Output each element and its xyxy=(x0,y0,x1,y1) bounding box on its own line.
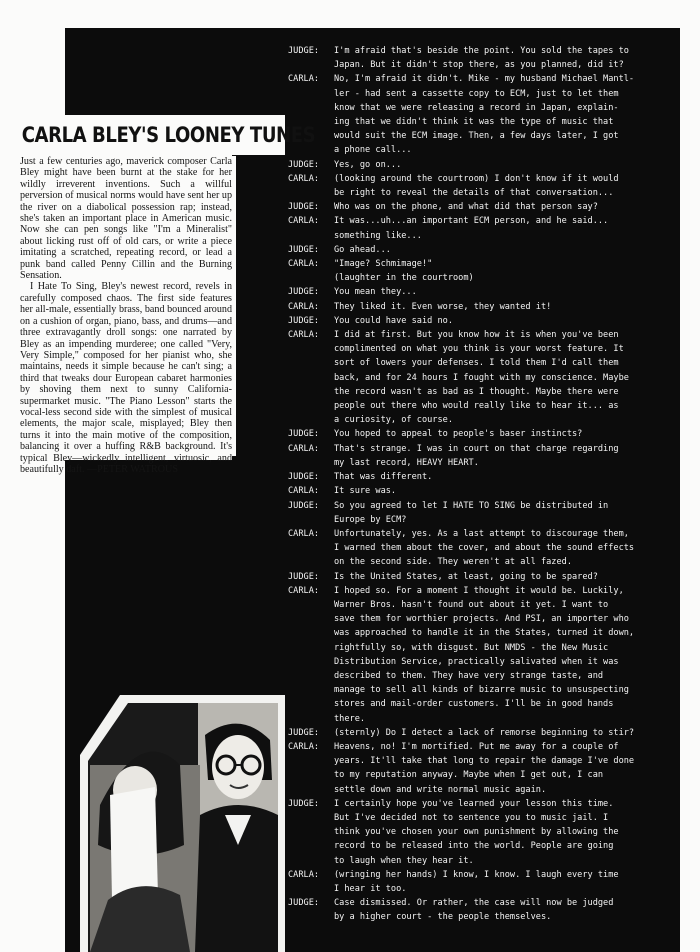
transcript-text xyxy=(334,214,678,242)
transcript-text xyxy=(334,442,678,470)
speaker-label: CARLA: xyxy=(288,301,320,312)
headline-box xyxy=(20,115,316,155)
transcript-entry xyxy=(288,427,678,441)
speaker-label: JUDGE: xyxy=(288,727,320,738)
transcript-line: Japan. But it didn't stop there, as you planned, did it? xyxy=(334,60,624,71)
transcript-text xyxy=(334,257,678,285)
transcript-line: Distribution Service, practically salivated when it was xyxy=(334,656,619,667)
transcript-text xyxy=(334,484,678,498)
transcript-text xyxy=(334,740,678,797)
transcript-entry xyxy=(288,314,678,328)
transcript-text xyxy=(334,797,678,868)
speaker-label: JUDGE: xyxy=(288,429,320,440)
transcript-line: settle down and write normal music again. xyxy=(334,784,547,795)
transcript-line: back, and for 24 hours I fought with my conscience. Maybe xyxy=(334,372,629,383)
speaker-label: CARLA: xyxy=(288,585,320,596)
speaker-label: JUDGE: xyxy=(288,898,320,909)
speaker-label: CARLA: xyxy=(288,259,320,270)
transcript-entry xyxy=(288,484,678,498)
transcript-entry xyxy=(288,584,678,726)
transcript-line: That was different. xyxy=(334,472,433,483)
transcript-line: complimented on what you think is your worst feature. It xyxy=(334,344,624,355)
speaker-label: JUDGE: xyxy=(288,202,320,213)
transcript-entry xyxy=(288,44,678,72)
transcript-text xyxy=(334,72,678,157)
transcript-line: (sternly) Do I detect a lack of remorse beginning to stir? xyxy=(334,727,635,738)
transcript-text xyxy=(334,470,678,484)
transcript-line: You mean they... xyxy=(334,287,417,298)
transcript-line: Unfortunately, yes. As a last attempt to discourage them, xyxy=(334,528,629,539)
transcript-text xyxy=(334,285,678,299)
transcript-line: It sure was. xyxy=(334,486,397,497)
transcript-line: It was...uh...an important ECM person, and he said... xyxy=(334,216,609,227)
speaker-label: CARLA: xyxy=(288,443,320,454)
transcript-entry xyxy=(288,570,678,584)
intro-paragraph: I Hate To Sing, Bley's newest record, revels in carefully composed chaos. The first side features her all-male, essentially brass, band bounced around on a cushion of organ, piano, bass, and drums—and three extravagantly droll songs: one narrated by Bley as an impending murderee; one called "Very, Very Simple," composed for her pianist who, she maintains, needs it simple because he can't sing; a third that tweaks dour European cabaret harmonies by shoving them next to sunny California-supermarket music. "The Piano Lesson" starts the vocal-less second side with the simplest of musical elements, the major scale, misplayed; Bley then turns it into the main motive of the composition, balancing it over a huffing R&B background. It's typical Bley—wickedly intelligent, virtuosic, and beautifully daft. —PETER WATROUS xyxy=(20,281,232,475)
transcript-text xyxy=(334,314,678,328)
speaker-label: JUDGE: xyxy=(288,287,320,298)
transcript-line: Is the United States, at least, going to be spared? xyxy=(334,571,598,582)
transcript-text xyxy=(334,499,678,527)
transcript-line: was approached to handle it in the States, turned it down, xyxy=(334,628,635,639)
transcript-line: Yes, go on... xyxy=(334,159,402,170)
transcript-line: But I've decided not to sentence you to music jail. I xyxy=(334,812,609,823)
transcript-line: the record wasn't as bad as I thought. Maybe there were xyxy=(334,386,619,397)
transcript-line: by a higher court - the people themselves. xyxy=(334,912,552,923)
transcript-line: to my reputation anyway. Maybe when I get out, I can xyxy=(334,770,604,781)
transcript-text xyxy=(334,243,678,257)
transcript-text xyxy=(334,868,678,896)
speaker-label: CARLA: xyxy=(288,741,320,752)
transcript-line: Who was on the phone, and what did that person say? xyxy=(334,202,598,213)
transcript-line: I warned them about the cover, and about the sound effects xyxy=(334,543,635,554)
speaker-label: CARLA: xyxy=(288,216,320,227)
speaker-label: CARLA: xyxy=(288,869,320,880)
transcript-line: ler - had sent a cassette copy to ECM, just to let them xyxy=(334,88,619,99)
transcript-text xyxy=(334,427,678,441)
intro-paragraph: Just a few centuries ago, maverick composer Carla Bley might have been burnt at the stake for her wildly irreverent inventions. Such a willful perversion of musical norms would have sent her up the river on a diabolical possession rap; instead, she's taken an important place in American music. Now she can pen songs like "I'm a Mineralist" about licking rust off of old cars, or write a piece imitating a scratched, repeating record, or lead a punk band called Penny Cillin and the Burning Sensation. xyxy=(20,156,232,282)
transcript-entry xyxy=(288,257,678,285)
transcript-line: "Image? Schmimage!" xyxy=(334,259,433,270)
intro-article xyxy=(20,156,236,475)
transcript-text xyxy=(334,300,678,314)
transcript-entry xyxy=(288,72,678,157)
transcript-line: a phone call... xyxy=(334,145,412,156)
headline: CARLA BLEY'S LOONEY TUNES xyxy=(21,123,316,147)
transcript-line: That's strange. I was in court on that charge regarding xyxy=(334,443,619,454)
transcript-entry xyxy=(288,243,678,257)
speaker-label: JUDGE: xyxy=(288,244,320,255)
speaker-label: JUDGE: xyxy=(288,159,320,170)
transcript-line: save them for worthier projects. And PSI, an importer who xyxy=(334,614,629,625)
transcript-line: No, I'm afraid it didn't. Mike - my husband Michael Mantl- xyxy=(334,74,635,85)
transcript-line: to laugh when they hear it. xyxy=(334,855,474,866)
transcript-line: Warner Bros. hasn't found out about it yet. I want to xyxy=(334,599,609,610)
transcript-entry xyxy=(288,896,678,924)
transcript-line: rightfully so, with disgust. But NMDS - the New Music xyxy=(334,642,609,653)
speaker-label: JUDGE: xyxy=(288,315,320,326)
transcript-line: people out there who would really like to hear it... as xyxy=(334,401,619,412)
transcript-text xyxy=(334,44,678,72)
transcript-line: (laughter in the courtroom) xyxy=(334,273,474,284)
transcript-line: would suit the ECM image. Then, a few days later, I got xyxy=(334,131,619,142)
speaker-label: CARLA: xyxy=(288,528,320,539)
speaker-label: JUDGE: xyxy=(288,472,320,483)
court-transcript xyxy=(288,44,678,925)
transcript-line: know that we were releasing a record in Japan, explain- xyxy=(334,102,619,113)
transcript-line: Europe by ECM? xyxy=(334,514,407,525)
transcript-line: I did at first. But you know how it is when you've been xyxy=(334,330,619,341)
transcript-text xyxy=(334,328,678,427)
transcript-line: a curiosity, of course. xyxy=(334,415,453,426)
transcript-line: I hear it too. xyxy=(334,883,407,894)
transcript-entry xyxy=(288,868,678,896)
transcript-line: So you agreed to let I HATE TO SING be distributed in xyxy=(334,500,609,511)
transcript-text xyxy=(334,584,678,726)
transcript-line: think you've chosen your own punishment by allowing the xyxy=(334,827,619,838)
transcript-line: I hoped so. For a moment I thought it would be. Luckily, xyxy=(334,585,624,596)
transcript-line: something like... xyxy=(334,230,422,241)
transcript-text xyxy=(334,726,678,740)
transcript-line: I certainly hope you've learned your lesson this time. xyxy=(334,798,614,809)
transcript-text xyxy=(334,158,678,172)
transcript-line: Case dismissed. Or rather, the case will now be judged xyxy=(334,898,614,909)
transcript-line: You could have said no. xyxy=(334,315,453,326)
transcript-line: They liked it. Even worse, they wanted it! xyxy=(334,301,552,312)
transcript-line: ing that we didn't think it was the type of music that xyxy=(334,117,614,128)
transcript-line: there. xyxy=(334,713,366,724)
transcript-line: record to be released into the world. People are going xyxy=(334,841,614,852)
transcript-text xyxy=(334,172,678,200)
transcript-line: You hoped to appeal to people's baser instincts? xyxy=(334,429,583,440)
transcript-entry xyxy=(288,158,678,172)
transcript-entry xyxy=(288,797,678,868)
transcript-entry xyxy=(288,200,678,214)
speaker-label: CARLA: xyxy=(288,330,320,341)
transcript-entry xyxy=(288,214,678,242)
transcript-entry xyxy=(288,499,678,527)
speaker-label: CARLA: xyxy=(288,486,320,497)
transcript-line: my last record, HEAVY HEART. xyxy=(334,457,479,468)
transcript-line: Heavens, no! I'm mortified. Put me away for a couple of xyxy=(334,741,619,752)
speaker-label: JUDGE: xyxy=(288,571,320,582)
transcript-entry xyxy=(288,740,678,797)
speaker-label: JUDGE: xyxy=(288,798,320,809)
transcript-entry xyxy=(288,470,678,484)
transcript-line: described to them. They have very strange taste, and xyxy=(334,670,604,681)
transcript-line: be right to reveal the details of that conversation... xyxy=(334,188,614,199)
transcript-text xyxy=(334,200,678,214)
transcript-line: (wringing her hands) I know, I know. I laugh every time xyxy=(334,869,619,880)
speaker-label: CARLA: xyxy=(288,173,320,184)
transcript-line: Go ahead... xyxy=(334,244,391,255)
transcript-line: years. It'll take that long to repair the damage I've done xyxy=(334,756,635,767)
transcript-text xyxy=(334,527,678,570)
transcript-line: on the second side. They weren't at all fazed. xyxy=(334,557,572,568)
transcript-entry xyxy=(288,172,678,200)
transcript-line: (looking around the courtroom) I don't know if it would xyxy=(334,173,619,184)
transcript-line: I'm afraid that's beside the point. You sold the tapes to xyxy=(334,46,629,56)
transcript-entry xyxy=(288,442,678,470)
transcript-line: stores and mail-order customers. I'll be in good hands xyxy=(334,699,614,710)
photo-of-two-people xyxy=(80,695,285,952)
transcript-entry xyxy=(288,726,678,740)
transcript-text xyxy=(334,896,678,924)
speaker-label: CARLA: xyxy=(288,74,320,85)
speaker-label: JUDGE: xyxy=(288,500,320,511)
transcript-entry xyxy=(288,328,678,427)
transcript-line: sort of lowers your defenses. I told them I'd call them xyxy=(334,358,619,369)
transcript-entry xyxy=(288,285,678,299)
transcript-entry xyxy=(288,527,678,570)
speaker-label: JUDGE: xyxy=(288,46,320,56)
transcript-text xyxy=(334,570,678,584)
transcript-line: manage to sell all kinds of bizarre music to unsuspecting xyxy=(334,685,629,696)
transcript-entry xyxy=(288,300,678,314)
